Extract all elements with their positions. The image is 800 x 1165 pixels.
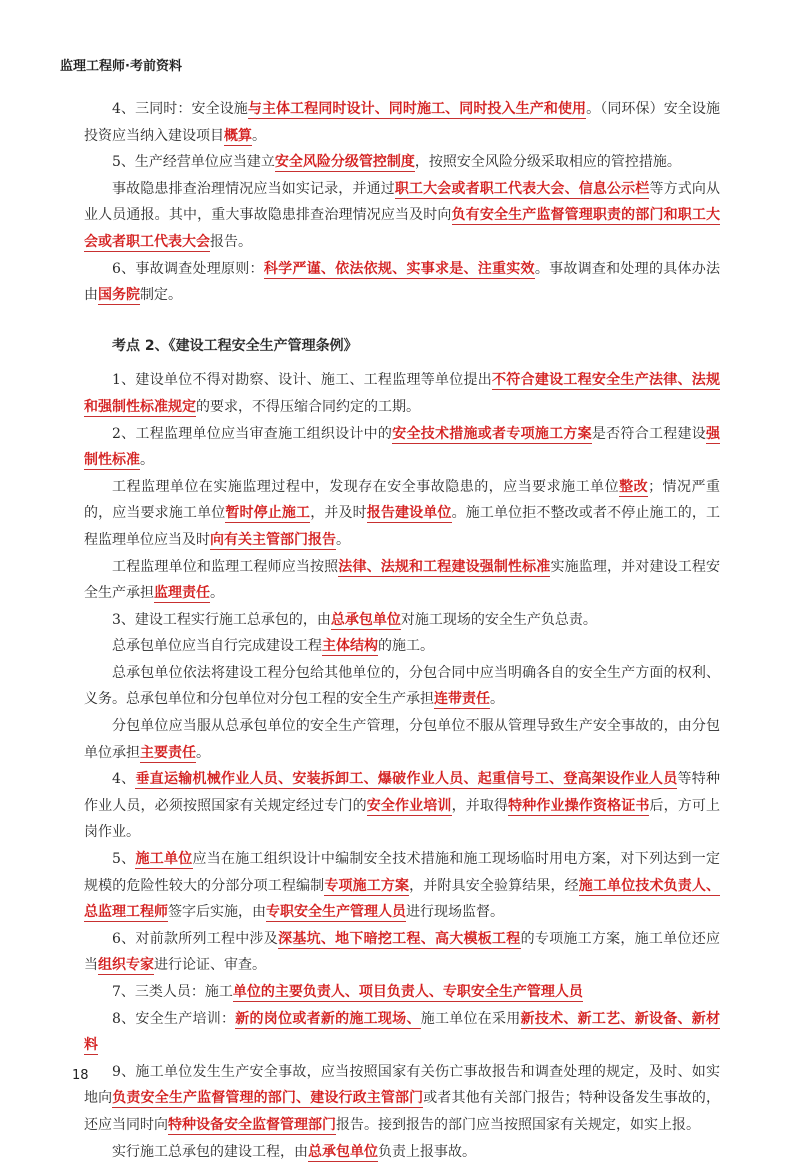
highlighted-text: 专职安全生产管理人员: [266, 904, 406, 921]
paragraph: [84, 633, 720, 660]
paragraph: [84, 149, 720, 176]
text-run: 工程监理单位在实施监理过程中，发现存在安全事故隐患的，应当要求施工单位: [112, 478, 620, 495]
text-run: 后，方可上岗作业。: [84, 797, 721, 841]
text-run: ，并及时: [310, 505, 367, 522]
text-run: 。: [252, 127, 266, 144]
text-run: 总承包单位依法将建设工程分包给其他单位的，分包合同中应当明确各自的安全生产方面的权利、义务。总承包单位和分包单位对分包工程的安全生产承担: [84, 664, 720, 708]
paragraph: [84, 713, 720, 766]
paragraph: [84, 846, 720, 926]
paragraph: [84, 1006, 720, 1059]
text-run: 4、: [112, 771, 136, 788]
highlighted-text: 暂时停止施工: [225, 505, 311, 522]
text-run: 8、安全生产培训：: [112, 1010, 236, 1027]
text-run: 负责上报事故。: [378, 1143, 476, 1160]
paragraph: [84, 926, 720, 979]
text-run: 9、施工单位发生生产安全事故，应当按照国家有关伤亡事故报告和调查处理的规定，及时、如实地向: [84, 1063, 720, 1107]
highlighted-text: 安全风险分级管控制度: [274, 154, 415, 171]
highlighted-text: 监理责任: [154, 585, 210, 602]
highlighted-text: 新的岗位或者新的施工现场、: [235, 1010, 421, 1027]
highlighted-text: 与主体工程同时设计、同时施工、同时投入生产和使用: [247, 101, 587, 117]
text-run: 5、: [112, 851, 136, 868]
text-run: 或者其他有关部门报告；特种设备发生事故的，还应当同时向: [84, 1090, 721, 1133]
highlighted-text: 总承包单位: [330, 611, 401, 628]
paragraph: [84, 766, 720, 846]
highlighted-text: 安全技术措施或者专项施工方案: [392, 425, 592, 442]
page-number: 18: [72, 1068, 89, 1083]
highlighted-text: 整改: [619, 478, 649, 495]
highlighted-text: 主体结构: [322, 638, 378, 655]
highlighted-text: 法律、法规和工程建设强制性标准: [338, 558, 551, 575]
text-run: 总承包单位应当自行完成建设工程: [112, 638, 322, 655]
text-run: 应当在施工组织设计中编制安全技术措施和施工现场临时用电方案，对下列达到一定规模的危险性较大的分部分项工程编制: [84, 851, 720, 894]
paragraph: [84, 554, 720, 607]
text-run: 的要求，不得压缩合同约定的工期。: [196, 398, 420, 415]
section-title: [84, 333, 720, 360]
text-run: 。: [210, 585, 224, 602]
text-run: ，按照安全风险分级采取相应的管控措施。: [414, 154, 681, 171]
text-run: 的专项施工方案，施工单位还应当: [84, 930, 720, 974]
text-run: 1、建设单位不得对勘察、设计、施工、工程监理等单位提出: [112, 372, 493, 389]
highlighted-text: 报告建设单位: [366, 505, 452, 522]
text-run: 。（同环保）安全设施投资应当纳入建设项目: [84, 101, 720, 144]
highlighted-text: 强制性标准: [84, 425, 721, 469]
paragraph: [84, 979, 720, 1006]
text-run: 等特种作业人员，必须按照国家有关规定经过专门的: [84, 771, 720, 814]
text-run: 7、三类人员：施工: [112, 984, 233, 1000]
text-run: 工程监理单位和监理工程师应当按照: [112, 558, 339, 575]
highlighted-text: 安全作业培训: [366, 797, 452, 814]
page-header: 监理工程师·考前资料: [60, 59, 182, 74]
text-run: 实行施工总承包的建设工程，由: [112, 1143, 308, 1160]
text-run: 6、事故调查处理原则：: [112, 260, 264, 277]
text-run: 4、三同时：安全设施: [112, 101, 248, 117]
highlighted-text: 施工单位: [135, 851, 193, 868]
text-run: ；情况严重的，应当要求施工单位: [84, 478, 721, 522]
text-run: 是否符合工程建设: [591, 425, 707, 442]
text-run: 。事故调查和处理的具体办法由: [84, 260, 720, 304]
text-run: 报告。接到报告的部门应当按照国家有关规定，如实上报。: [336, 1116, 700, 1133]
text-run: 2、工程监理单位应当审查施工组织设计中的: [112, 425, 393, 442]
highlighted-text: 负有安全生产监督管理职责的部门和职工大会或者职工代表大会: [84, 207, 721, 250]
text-run: 的施工。: [378, 638, 434, 655]
text-run: 。: [196, 744, 210, 761]
paragraph: [84, 607, 720, 634]
text-run: 。: [490, 691, 504, 708]
paragraph: [84, 1139, 720, 1165]
paragraph: [84, 660, 720, 713]
text-run: 6、对前款所列工程中涉及: [112, 930, 279, 947]
text-run: 5、生产经营单位应当建立: [112, 154, 275, 171]
highlighted-text: 总承包单位: [308, 1143, 378, 1160]
highlighted-text: 概算: [224, 127, 252, 144]
text-run: 进行现场监督。: [406, 904, 504, 921]
highlighted-text: 负责安全生产监督管理的部门、建设行政主管部门: [112, 1090, 424, 1107]
text-run: 签字后实施，由: [168, 904, 266, 921]
highlighted-text: 垂直运输机械作业人员、安装拆卸工、爆破作业人员、起重信号工、登高架设作业人员: [135, 771, 678, 788]
text-run: 分包单位应当服从总承包单位的安全生产管理，分包单位不服从管理导致生产安全事故的，由分包单位承担: [84, 718, 720, 761]
text-run: 3、建设工程实行施工总承包的，由: [112, 611, 331, 628]
highlighted-text: 专项施工方案: [324, 877, 410, 894]
text-run: 。: [140, 452, 154, 469]
paragraph: [84, 1059, 720, 1139]
text-run: 等方式向从业人员通报。其中，重大事故隐患排查治理情况应当及时向: [84, 180, 721, 224]
highlighted-text: 深基坑、地下暗挖工程、高大模板工程: [278, 930, 521, 947]
paragraph: [84, 421, 720, 474]
paragraph: [84, 176, 720, 256]
text-run: ，并取得: [451, 797, 509, 814]
paragraph: [84, 96, 720, 149]
highlighted-text: 新技术、新工艺、新设备、新材料: [84, 1010, 721, 1054]
highlighted-text: 特种作业操作资格证书: [508, 797, 650, 814]
text-run: 进行论证、审查。: [154, 957, 266, 974]
highlighted-text: 不符合建设工程安全生产法律、法规和强制性标准规定: [84, 372, 721, 415]
text-run: 制定。: [140, 287, 182, 304]
highlighted-text: 单位的主要负责人、项目负责人、专职安全生产管理人员: [232, 984, 583, 1000]
text-run: ，并附具安全验算结果，经: [409, 877, 579, 894]
paragraph: [84, 367, 720, 420]
text-run: 施工单位在采用: [420, 1010, 521, 1027]
text-run: 事故隐患排查治理情况应当如实记录，并通过: [112, 180, 395, 197]
highlighted-text: 向有关主管部门报告: [210, 531, 336, 548]
paragraph: [84, 474, 720, 554]
highlighted-text: 施工单位技术负责人、总监理工程师: [84, 877, 721, 921]
highlighted-text: 国务院: [98, 287, 140, 304]
text-run: 报告。: [210, 233, 252, 250]
text-run: 实施监理，并对建设工程安全生产承担: [84, 558, 721, 602]
highlighted-text: 职工大会或者职工代表大会、信息公示栏: [394, 180, 650, 197]
highlighted-text: 连带责任: [434, 691, 490, 708]
paragraph: [84, 256, 720, 309]
highlighted-text: 科学严谨、依法依规、实事求是、注重实效: [263, 260, 535, 277]
text-run: 。: [336, 531, 350, 548]
text-run: 。施工单位拒不整改或者不停止施工的，工程监理单位应当及时: [84, 505, 721, 548]
document-body: [84, 96, 720, 1165]
highlighted-text: 特种设备安全监督管理部门: [168, 1116, 336, 1133]
highlighted-text: 主要责任: [140, 744, 196, 761]
text-run: 对施工现场的安全生产负总责。: [400, 611, 597, 628]
highlighted-text: 组织专家: [98, 957, 154, 974]
text-run: 考点 2、《建设工程安全生产管理条例》: [112, 337, 358, 354]
